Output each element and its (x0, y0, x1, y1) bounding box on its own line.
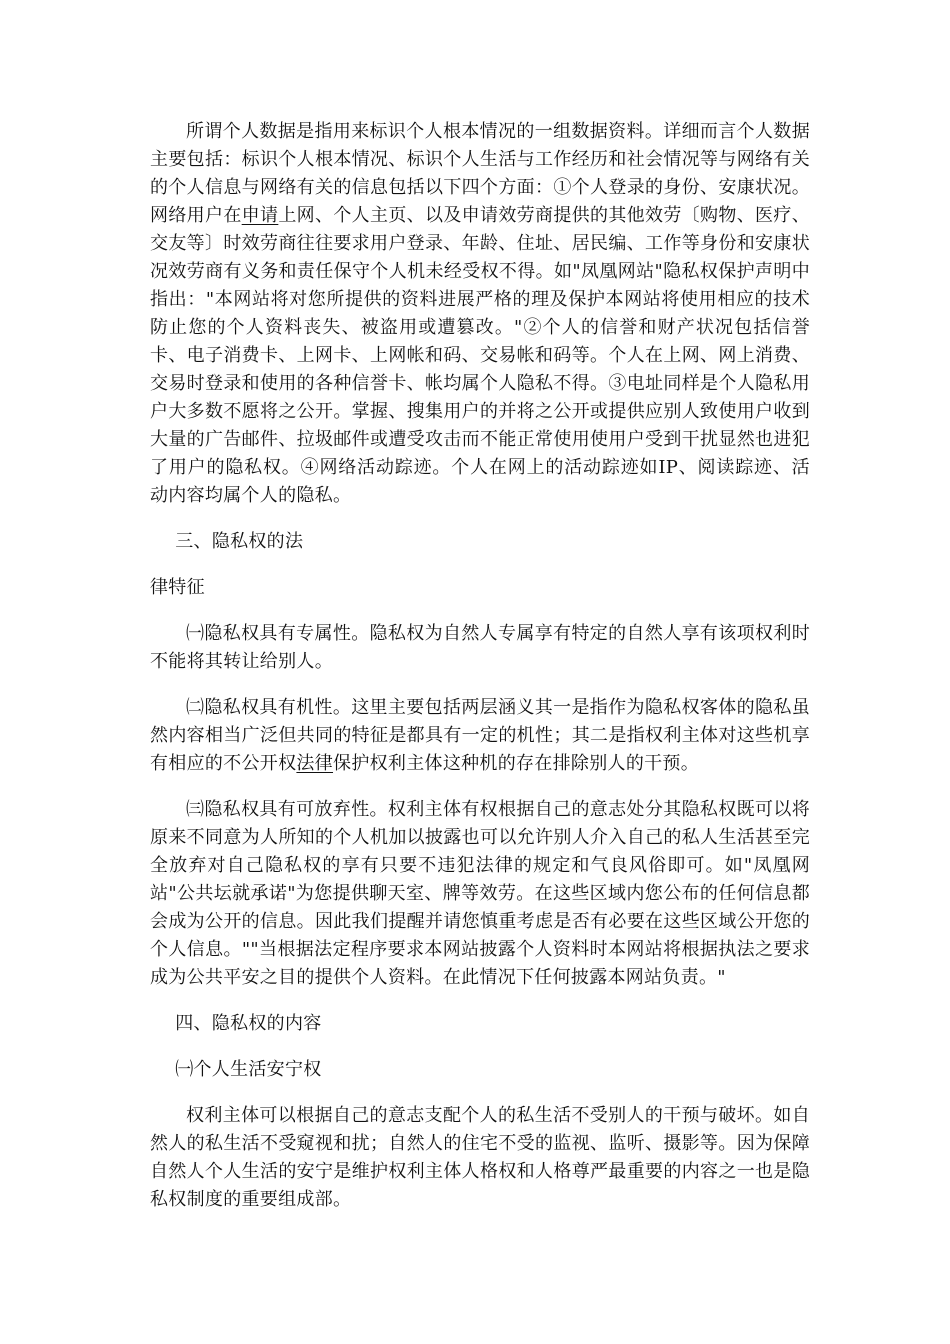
paragraph-text: 上网、个人主页、以及申请效劳商提供的其他效劳〔购物、医疗、交友等〕时效劳商往往要求用户登录、年龄、住址、居民编、工作等身份和安康状况效劳商有义务和责任保守个人机未经受权不得。如"凤凰网站"隐私权保护声明中指出："本网站将对您所提供的资料进展严格的理及保护本网站将使用相应的技术防止您的个人资料丧失、被盗用或遭篡改。"②个人的信誉和财产状况包括信誉卡、电子消费卡、上网卡、上网帐和码、交易帐和码等。个人在上网、网上消费、交易时登录和使用的各种信誉卡、帐均属个人隐私不得。③电址同样是个人隐私用户大多数不愿将之公开。掌握、搜集用户的并将之公开或提供应别人致使用户收到大量的广告邮件、拉圾邮件或遭受攻击而不能正常使用使用户受到干扰显然也进犯了用户的隐私权。④网络活动踪迹。个人在网上的活动踪迹如IP、阅读踪迹、活动内容均属个人的隐私。 (150, 205, 810, 506)
link-law[interactable]: 法律 (296, 753, 334, 774)
link-apply[interactable]: 申请 (241, 205, 279, 226)
paragraph-personal-data (150, 118, 810, 510)
section-heading-4: 四、隐私权的内容 (175, 1013, 322, 1034)
section-heading-3-continued: 律特征 (150, 577, 205, 598)
paragraph-text: 保护权利主体这种机的存在排除别人的干预。 (333, 753, 700, 774)
paragraph-text: ㈡隐私权具有机性。这里主要包括两层涵义其一是指作为隐私权客体的隐私虽然内容相当广泛但共同的特征是都具有一定的机性；其二是指权利主体对这些机享有相应的不公开权 (150, 697, 810, 774)
paragraph-text: 所谓个人数据是指用来标识个人根本情况的一组数据资料。详细而言个人数据主要包括：标识个人根本情况、标识个人生活与工作经历和社会情况等与网络有关的个人信息与网络有关的信息包括以下四个方面：①个人登录的身份、安康状况。网络用户在 (150, 121, 810, 226)
section-heading-3: 三、隐私权的法 (175, 531, 304, 552)
document-page (150, 118, 810, 1214)
subsection-heading-peace: ㈠个人生活安宁权 (175, 1059, 322, 1080)
paragraph-exclusivity: ㈠隐私权具有专属性。隐私权为自然人专属享有特定的自然人享有该项权利时不能将其转让给别人。 (150, 623, 810, 672)
paragraph-waivability: ㈢隐私权具有可放弃性。权利主体有权根据自己的意志处分其隐私权既可以将原来不同意为人所知的个人机加以披露也可以允许别人介入自己的私人生活甚至完全放弃对自己隐私权的享有只要不违犯法律的规定和气良风俗即可。如"凤凰网站"公共坛就承诺"为您提供聊天室、牌等效劳。在这些区域内您公布的任何信息都会成为公开的信息。因此我们提醒并请您慎重考虑是否有必要在这些区域公开您的个人信息。""当根据法定程序要求本网站披露个人资料时本网站将根据执法之要求成为公共平安之目的提供个人资料。在此情况下任何披露本网站负责。" (150, 799, 810, 988)
paragraph-private-life: 权利主体可以根据自己的意志支配个人的私生活不受别人的干预与破坏。如自然人的私生活不受窥视和扰；自然人的住宅不受的监视、监听、摄影等。因为保障自然人个人生活的安宁是维护权利主体人格权和人格尊严最重要的内容之一也是隐私权制度的重要组成部。 (150, 1105, 810, 1210)
paragraph-confidentiality (150, 694, 810, 778)
